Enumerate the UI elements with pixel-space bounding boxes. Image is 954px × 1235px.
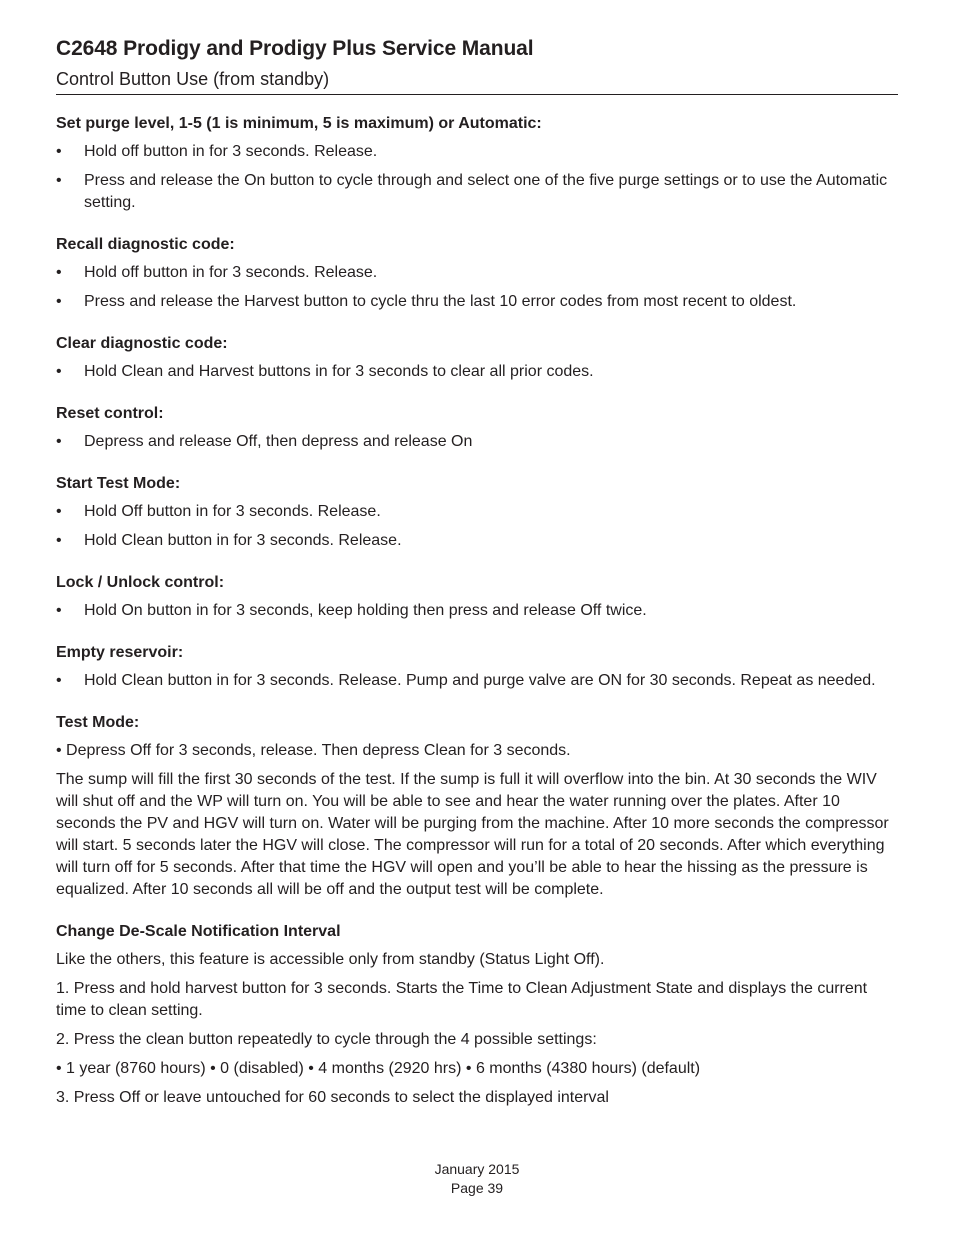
start-test-mode-section xyxy=(56,474,898,552)
section-heading: Lock / Unlock control: xyxy=(56,574,225,591)
recall-diagnostic-section xyxy=(56,235,898,313)
section-heading: Recall diagnostic code: xyxy=(56,236,235,253)
empty-reservoir-section xyxy=(56,643,898,692)
test-mode-section xyxy=(56,713,898,901)
page-number: Page 39 xyxy=(450,1180,504,1196)
list-item-text: Press and release the On button to cycle through and select one of the five purge settings or to use the Automatic setting. xyxy=(84,172,888,211)
list-item-text: Press and release the Harvest button to cycle thru the last 10 error codes from most recent to oldest. xyxy=(84,293,797,310)
paragraph: • Depress Off for 3 seconds, release. Then depress Clean for 3 seconds. xyxy=(56,742,571,759)
list-item-text: Hold Clean button in for 3 seconds. Release. xyxy=(84,532,402,549)
list-item xyxy=(56,262,898,284)
paragraph: Like the others, this feature is accessible only from standby (Status Light Off). xyxy=(56,951,605,968)
section-heading: Clear diagnostic code: xyxy=(56,335,228,352)
list-item-text: Hold On button in for 3 seconds, keep holding then press and release Off twice. xyxy=(84,602,647,619)
list-item xyxy=(56,670,898,692)
list-item-text: Hold Clean button in for 3 seconds. Release. Pump and purge valve are ON for 30 seconds. Repeat as needed. xyxy=(84,672,876,689)
lock-unlock-section xyxy=(56,573,898,622)
bullet-icon: • xyxy=(56,293,62,310)
list-item-text: Hold off button in for 3 seconds. Release. xyxy=(84,264,378,281)
section-heading: Empty reservoir: xyxy=(56,644,184,661)
paragraph: The sump will fill the first 30 seconds of the test. If the sump is full it will overflow into the bin. At 30 seconds the WIV will shut off and the WP will turn on. You will be able to see and hear the water running over the plates. After 10 seconds the PV and HGV will turn on. Water will be purging from the machine. After 10 more seconds the compressor will start. 5 seconds later the HGV will close. The compressor will run for a total of 20 seconds. After which everything will turn off for 5 seconds. After that time the HGV will open and you’ll be able to hear the hissing as the pressure is equalized. After 10 seconds all will be off and the output test will be complete. xyxy=(56,771,889,898)
list-item xyxy=(56,361,898,383)
clear-diagnostic-section xyxy=(56,334,898,383)
bullet-icon: • xyxy=(56,143,62,160)
bullet-icon: • xyxy=(56,264,62,281)
list-item-text: Hold Clean and Harvest buttons in for 3 seconds to clear all prior codes. xyxy=(84,363,594,380)
bullet-icon: • xyxy=(56,433,62,450)
paragraph: 3. Press Off or leave untouched for 60 seconds to select the displayed interval xyxy=(56,1089,609,1106)
section-heading: Start Test Mode: xyxy=(56,475,181,492)
main-content xyxy=(56,114,898,1130)
paragraph: • 1 year (8760 hours) • 0 (disabled) • 4 months (2920 hrs) • 6 months (4380 hours) (default) xyxy=(56,1060,701,1077)
reset-control-section xyxy=(56,404,898,453)
header-divider xyxy=(56,94,898,95)
bullet-icon: • xyxy=(56,172,62,189)
bullet-icon: • xyxy=(56,363,62,380)
list-item xyxy=(56,291,898,313)
list-item-text: Hold Off button in for 3 seconds. Release. xyxy=(84,503,381,520)
section-heading: Test Mode: xyxy=(56,714,140,731)
page-footer xyxy=(0,1160,954,1198)
list-item xyxy=(56,530,898,552)
purge-level-section xyxy=(56,114,898,214)
list-item xyxy=(56,170,898,214)
descale-interval-section xyxy=(56,922,898,1109)
bullet-icon: • xyxy=(56,503,62,520)
bullet-icon: • xyxy=(56,602,62,619)
list-item xyxy=(56,600,898,622)
paragraph: 1. Press and hold harvest button for 3 seconds. Starts the Time to Clean Adjustment State and displays the current time to clean setting. xyxy=(56,980,868,1019)
section-subtitle: Control Button Use (from standby) xyxy=(56,69,330,89)
paragraph: 2. Press the clean button repeatedly to cycle through the 4 possible settings: xyxy=(56,1031,597,1048)
document-title: C2648 Prodigy and Prodigy Plus Service Manual xyxy=(56,37,534,60)
list-item xyxy=(56,431,898,453)
list-item xyxy=(56,141,898,163)
section-heading: Change De-Scale Notification Interval xyxy=(56,923,341,940)
section-heading: Set purge level, 1-5 (1 is minimum, 5 is maximum) or Automatic: xyxy=(56,115,542,132)
section-heading: Reset control: xyxy=(56,405,164,422)
footer-date: January 2015 xyxy=(434,1161,520,1177)
list-item-text: Depress and release Off, then depress and release On xyxy=(84,433,473,450)
bullet-icon: • xyxy=(56,672,62,689)
list-item xyxy=(56,501,898,523)
bullet-icon: • xyxy=(56,532,62,549)
list-item-text: Hold off button in for 3 seconds. Release. xyxy=(84,143,378,160)
